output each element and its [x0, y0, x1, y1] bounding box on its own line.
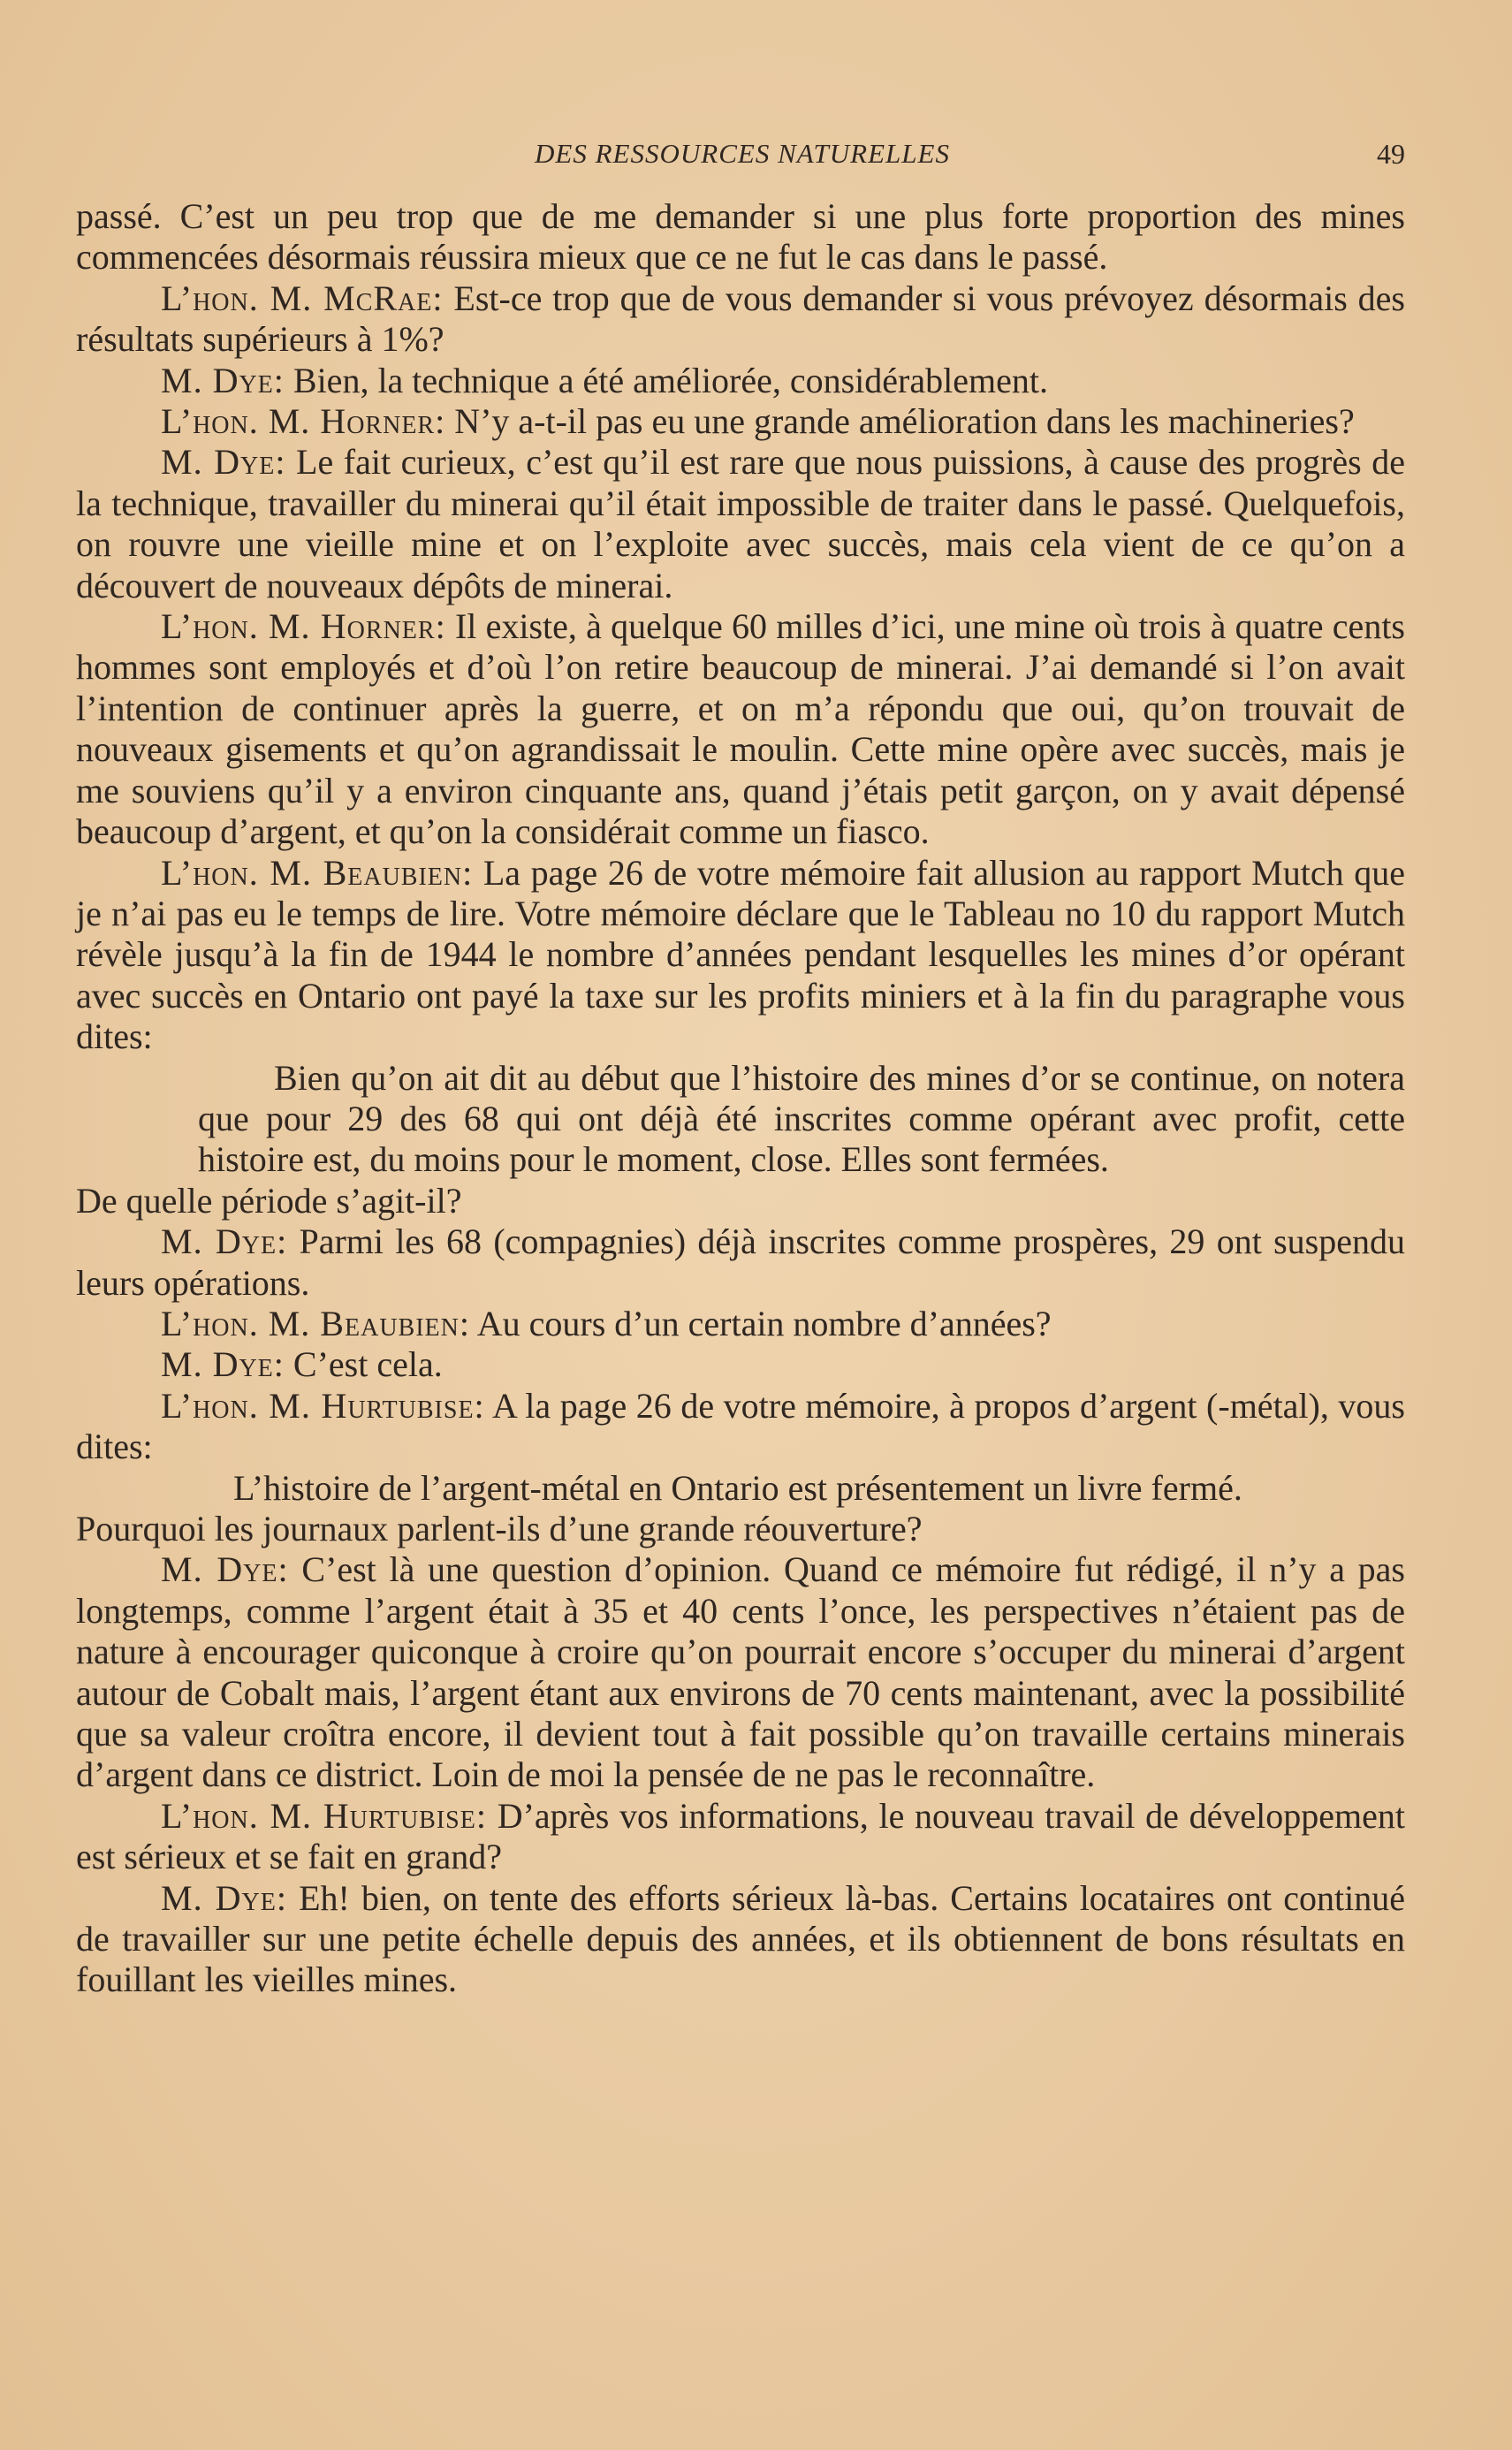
paragraph	[76, 1549, 1405, 1795]
paragraph	[76, 606, 1405, 852]
speaker: L’hon. M. Hurtubise:	[161, 1385, 485, 1426]
speaker: L’hon. M. Hurtubise:	[161, 1795, 487, 1836]
block-quote: Bien qu’on ait dit au début que l’histoire des mines d’or se continue, on notera que pour 29 des 68 qui ont déjà été inscrites comme opérant avec profit, cette histoire est, du moins pour le moment, close. Elles sont fermées.	[198, 1057, 1405, 1180]
speaker: L’hon. M. Beaubien:	[161, 852, 474, 893]
paragraph-text: A la page 26 de votre mémoire, à propos d’argent (-métal), vous dites:	[76, 1385, 1406, 1467]
block-quote: L’histoire de l’argent-métal en Ontario est présentement un livre fermé.	[233, 1467, 1242, 1508]
paragraph	[76, 442, 1405, 606]
paragraph-text: N’y a-t-il pas eu une grande amélioration dans les machineries?	[445, 401, 1355, 442]
paragraph-text: Bien, la technique a été améliorée, considérablement.	[284, 360, 1048, 400]
paragraph-text: Eh! bien, on tente des efforts sérieux là-bas. Certains locataires ont continué de travailler sur une petite échelle depuis des années, et ils obtiennent de bons résultats en fouillant les vieilles mines.	[76, 1877, 1405, 2000]
paragraph-text: Le fait curieux, c’est qu’il est rare que nous puissions, à cause des progrès de la technique, travailler du minerai qu’il était impossible de traiter dans le passé. Quelquefois, on rouvre une vieille mine et on l’exploite avec succès, mais cela vient de ce qu’on a découvert de nouveaux dépôts de minerai.	[76, 442, 1405, 605]
paragraph-text: De quelle période s’agit-il?	[76, 1180, 462, 1221]
speaker: M. Dye:	[161, 1549, 289, 1590]
paragraph	[76, 1181, 1405, 1221]
paragraph	[76, 1386, 1405, 1468]
paragraph-text: Parmi les 68 (compagnies) déjà inscrites comme prospères, 29 ont suspendu leurs opérations.	[76, 1221, 1405, 1303]
paragraph-text: C’est là une question d’opinion. Quand ce mémoire fut rédigé, il n’y a pas longtemps, comme l’argent était à 35 et 40 cents l’once, les perspectives n’étaient pas de nature à encourager quiconque à croire qu’on pourrait encore s’occuper du minerai d’argent autour de Cobalt mais, l’argent étant aux environs de 70 cents maintenant, avec la possibilité que sa valeur croîtra encore, il devient tout à fait possible qu’on travaille certains minerais d’argent dans ce district. Loin de moi la pensée de ne pas le reconnaître.	[76, 1549, 1406, 1795]
paragraph-text: Il existe, à quelque 60 milles d’ici, une mine où trois à quatre cents hommes sont employés et d’où l’on retire beaucoup de minerai. J’ai demandé si l’on avait l’intention de continuer après la guerre, et on m’a répondu que oui, qu’on trouvait de nouveaux gisements et qu’on agrandissait le moulin. Cette mine opère avec succès, mais je me souviens qu’il y a environ cinquante ans, quand j’étais petit garçon, on y avait dépensé beaucoup d’argent, et qu’on la considérait comme un fiasco.	[76, 606, 1405, 852]
paragraph	[76, 1304, 1405, 1344]
speaker: M. Dye:	[161, 1344, 285, 1385]
page-number: 49	[1377, 138, 1405, 170]
paragraph	[76, 1221, 1405, 1304]
paragraph	[76, 1796, 1405, 1878]
page-header	[80, 138, 1405, 177]
speaker: M. Dye:	[161, 1221, 288, 1262]
running-title: DES RESSOURCES NATURELLES	[535, 138, 950, 169]
speaker: L’hon. M. Horner:	[161, 606, 446, 647]
speaker: L’hon. M. Horner:	[161, 401, 446, 442]
paragraph-text: passé. C’est un peu trop que de me demander si une plus forte proportion des mines commencées désormais réussira mieux que ce ne fut le cas dans le passé.	[76, 196, 1405, 278]
paragraph	[76, 1344, 1405, 1385]
paragraph	[76, 278, 1405, 361]
speaker: L’hon. M. Beaubien:	[161, 1303, 470, 1343]
paragraph-text: Pourquoi les journaux parlent-ils d’une grande réouverture?	[76, 1509, 923, 1548]
paragraph-text: C’est cela.	[284, 1344, 443, 1385]
speaker: M. Dye:	[161, 360, 285, 400]
speaker: M. Dye:	[161, 1877, 287, 1918]
paragraph	[76, 853, 1405, 1058]
paragraph	[76, 1509, 1405, 1549]
speaker: M. Dye:	[161, 442, 286, 483]
speaker: L’hon. M. McRae:	[161, 278, 444, 318]
paragraph-text: La page 26 de votre mémoire fait allusion au rapport Mutch que je n’ai pas eu le temps de lire. Votre mémoire déclare que le Tableau no 10 du rapport Mutch révèle jusqu’à la fin de 1944 le nombre d’années pendant lesquelles les mines d’or opérant avec succès en Ontario ont payé la taxe sur les profits miniers et à la fin du paragraphe vous dites:	[76, 852, 1405, 1057]
page-body	[76, 196, 1405, 2001]
paragraph-text: D’après vos informations, le nouveau travail de développement est sérieux et se fait en grand?	[76, 1795, 1406, 1877]
paragraph-text: Au cours d’un certain nombre d’années?	[469, 1303, 1052, 1343]
paragraph-text: Est-ce trop que de vous demander si vous prévoyez désormais des résultats supérieurs à 1%?	[76, 278, 1406, 360]
paragraph	[76, 196, 1405, 278]
paragraph	[76, 1878, 1405, 2001]
paragraph	[76, 401, 1405, 442]
paragraph	[76, 361, 1405, 401]
